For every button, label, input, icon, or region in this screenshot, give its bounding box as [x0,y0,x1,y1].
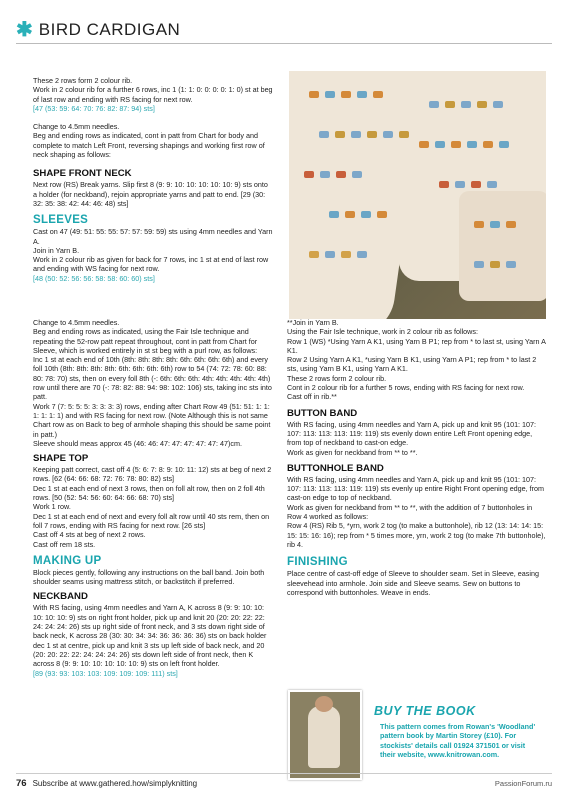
paragraph: Block pieces gently, following any instructions on the ball band. Join both shoulder seams using mattress stitch, or backstitch if preferred. [33,567,265,587]
paragraph: These 2 rows form 2 colour rib. [287,373,387,383]
stitch-count: [48 (50: 52: 56: 56: 58: 58: 60: 60) sts] [33,273,155,283]
asterisk-icon: ✱ [16,19,33,41]
book-cover-image [288,690,362,780]
section-heading-buttonhole-band: BUTTONHOLE BAND [287,462,384,474]
paragraph: Work 7 (7: 5: 5: 5: 3: 3: 3: 3) rows, ending after Chart Row 49 (51: 51: 1: 1: 1: 1: 1: 1) and with RS facing for next row. (Note Although this is not same Chart row as on Back to beg of armhole shaping this should be same point in patt.) [33,401,271,439]
section-heading-button-band: BUTTON BAND [287,407,358,419]
footer [16,778,197,789]
paragraph: Join in Yarn B. [33,245,80,255]
paragraph: **Join in Yarn B. [287,318,339,327]
paragraph: Dec 1 st at each end of next and every foll alt row until 40 sts rem, then on foll 7 rows, ending with RS facing for next row. [26 sts] [33,511,270,530]
section-heading-making-up: MAKING UP [33,554,102,567]
paragraph: Inc 1 st at each end of 10th (8th: 8th: 8th: 8th: 6th: 6th: 6th: 6th) and every foll 10th (8th: 8th: 8th: 8th: 6th: 6th: 6th: 6th) row to 54 (74: 72: 78: 60: 88: 80: 78: 70) sts, then on every foll 8th (-: 6th: 6th: 6th: 4th: 4th: 4th: 4th: 4th) row until there are 70 (-: 78: 82: 88: 94: 98: 102: 106) sts, taking inc sts into patt. [33,355,272,402]
section-heading-neckband: NECKBAND [33,591,88,603]
paragraph: Cont in 2 colour rib for a further 5 rows, ending with RS facing for next row. [287,383,525,393]
column-left-bottom [33,318,273,678]
stitch-count: [47 (53: 59: 64: 70: 76: 82: 87: 94) sts] [33,103,155,113]
paragraph: With RS facing, using 4mm needles and Yarn A, K across 8 (9: 9: 10: 10: 10: 10: 10: 9) sts on right front holder, pick up and knit 20 (20: 20: 22: 22: 24: 24: 24: 26) sts up right side of front neck, and 3 sts down right side of back neck, K across 28 (30: 30: 34: 34: 36: 36: 36: 36) sts on back holder dec 1 st at centre, pick up and knit 3 sts up left side of back neck, and 20 (20: 20: 22: 22: 24: 24: 24: 26) sts down left side of front neck, then K across 8 (9: 9: 10: 10: 10: 10: 10: 9) sts on left front holder. [33,603,267,669]
paragraph: Cast off 4 sts at beg of next 2 rows. [33,530,146,540]
paragraph: Work 1 row. [33,502,71,512]
paragraph: Place centre of cast-off edge of Sleeve to shoulder seam. Set in Sleeve, easing sleevehead into armhole. Join side and Sleeve seams. Sew on buttons to correspond with buttonholes. Weave in ends. [287,569,539,597]
paragraph: Next row (RS) Break yarns. Slip first 8 (9: 9: 10: 10: 10: 10: 10: 9) sts onto a holder (for neckband), rejoin appropriate yarns and patt to end. [29 (30: 32: 35: 38: 42: 44: 46: 48) sts] [33,180,268,208]
cardigan-photo [289,71,546,319]
paragraph: Cast off rem 18 sts. [33,539,96,549]
paragraph: Keeping patt correct, cast off 4 (5: 6: 7: 8: 9: 10: 11: 12) sts at beg of next 2 rows. [62 (64: 66: 68: 72: 76: 78: 80: 82) sts] [33,465,272,484]
book-title: BUY THE BOOK [374,704,476,718]
paragraph: Row 2 Using Yarn A K1, *using Yarn B K1, using Yarn A P1; rep from * to last 2 sts, using Yarn B K1, using Yarn A K1. [287,355,537,374]
paragraph: Row 4 (RS) Rib 5, *yrn, work 2 tog (to make a buttonhole), rib 12 (13: 14: 14: 15: 15: 15: 16: 16); rep from * 5 times more, yrn, work 2 tog (to make 7th buttonhole), rib 4. [287,521,546,549]
buy-the-book-box [288,706,546,776]
paragraph: Work in 2 colour rib for a further 6 rows, inc 1 (1: 1: 0: 0: 0: 0: 1: 0) st at beg of last row and ending with RS facing for next row. [33,85,273,104]
paragraph: Change to 4.5mm needles. [33,122,120,132]
footer-divider [16,773,552,774]
paragraph: Using the Fair Isle technique, work in 2 colour rib as follows: [287,327,478,337]
paragraph: Row 1 (WS) *Using Yarn A K1, using Yarn B P1; rep from * to last st, using Yarn A K1. [287,336,546,355]
stitch-count: [89 (93: 93: 103: 103: 109: 109: 109: 111) sts] [33,668,178,678]
section-heading-shape-front-neck: SHAPE FRONT NECK [33,168,132,180]
header [16,20,180,40]
paragraph: Cast on 47 (49: 51: 55: 55: 57: 57: 59: 59) sts using 4mm needles and Yarn A. [33,227,273,246]
paragraph: Dec 1 st at each end of next 3 rows, then on foll alt row, then on 2 foll 4th rows. [50 (52: 54: 56: 60: 64: 66: 68: 70) sts] [33,483,265,503]
watermark-text: PassionForum.ru [494,779,552,788]
header-divider [16,43,552,44]
paragraph: Cast off in rib.** [287,392,337,402]
paragraph: Beg and ending rows as indicated, cont in patt from Chart for body and complete to match Left Front, reversing shapings and working first row of neck shaping as follows: [33,131,265,160]
paragraph: With RS facing, using 4mm needles and Yarn A, pick up and knit 95 (101: 107: 107: 113: 113: 113: 119: 119) sts evenly down entire Left Front opening edge, from top of neckband to cast-on edge. [287,419,537,448]
paragraph: Change to 4.5mm needles. [33,318,120,327]
section-heading-shape-top: SHAPE TOP [33,453,89,465]
column-left-top [33,76,273,283]
page-number: 76 [16,778,27,789]
page-title: BIRD CARDIGAN [38,20,181,39]
column-right [287,318,547,597]
paragraph: With RS facing, using 4mm needles and Yarn A, pick up and knit 95 (101: 107: 107: 113: 113: 113: 119: 119) sts evenly up entire Right Front opening edge, from cast-on edge to top of neckband. [287,474,545,503]
footer-text: Subscribe at www.gathered.how/simplyknitting [32,779,198,788]
paragraph: Beg and ending rows as indicated, using the Fair Isle technique and repeating the 52-row patt repeat throughout, cont in patt from Chart for Sleeve, which is worked entirely in st st beg with a purl row, as follows: [33,327,258,355]
paragraph: These 2 rows form 2 colour rib. [33,76,133,85]
section-heading-finishing: FINISHING [287,556,348,569]
paragraph: Work as given for neckband from ** to **. [287,447,418,457]
paragraph: Work in 2 colour rib as given for back for 7 rows, inc 1 st at end of last row and ending with WS facing for next row. [33,255,269,274]
section-heading-sleeves: SLEEVES [33,214,89,227]
paragraph: Work as given for neckband from ** to **, with the addition of 7 buttonholes in Row 4 worked as follows: [287,502,533,522]
book-details: This pattern comes from Rowan's 'Woodland' pattern book by Martin Storey (£10). For stockists' details call 01924 371501 or visit their website, www.knitrowan.com. [380,722,536,759]
paragraph: Sleeve should meas approx 45 (46: 46: 47: 47: 47: 47: 47: 47)cm. [33,438,242,448]
